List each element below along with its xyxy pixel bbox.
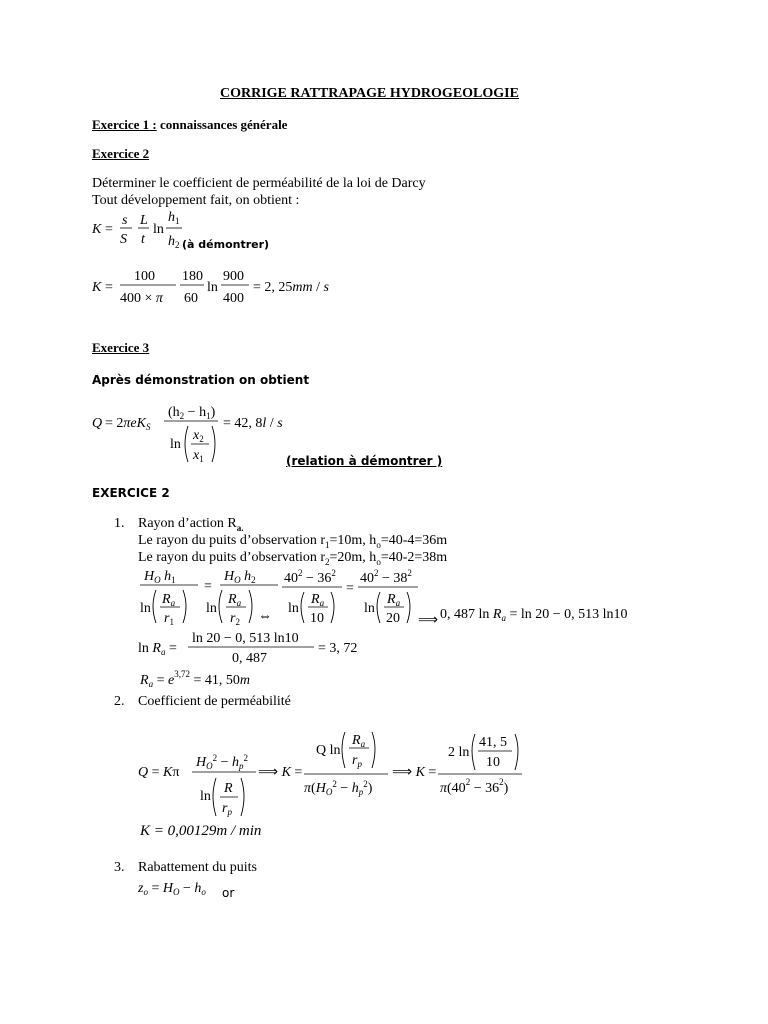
svg-text:100: 100 (134, 269, 155, 284)
exercise-b-heading: EXERCICE 2 (92, 486, 170, 500)
svg-text:Ra: $R_a$ (228, 592, 242, 608)
svg-text:HO2 − hp2: $H_O^2 - h_p^2$ (196, 753, 249, 771)
item-2-number: 2. (114, 694, 125, 709)
line1-mid: =10m, h (329, 533, 377, 548)
exercise-2-line2: Tout développement fait, on obtient : (92, 193, 300, 208)
svg-text:60: 60 (184, 291, 198, 306)
svg-text:ln 20 − 0, 513 ln10: ln 20 − 0, 513 ln10 (192, 631, 299, 646)
svg-text:=: = (105, 280, 113, 295)
item-1-number: 1. (114, 516, 125, 531)
svg-text:=: = (204, 579, 212, 594)
discharge-formula (92, 396, 302, 470)
permeability-equations (138, 726, 538, 822)
svg-text:(h2 − h1): $(h_2 - h_1)$ (168, 405, 216, 421)
svg-text:r1: $r_1$ (164, 611, 174, 627)
line2-post: =40-2=38m (380, 550, 448, 565)
svg-text:2 ln: 2 ln (448, 745, 470, 760)
svg-text:ln: ln (207, 280, 218, 295)
svg-text:400 × π: 400 × π (120, 291, 163, 306)
svg-text:Ra = e3,72 = 41, 50m: $R_a = e^{3,72} = 41$, 50m (140, 669, 250, 689)
svg-text:zo = HO − ho: $z_o = H_O - h_o$ (138, 881, 206, 897)
svg-text:rp: $r_p$ (222, 801, 232, 817)
svg-text:= 42, 8l / s: = 42, 8l / s (223, 416, 283, 431)
item-3-number: 3. (114, 860, 125, 875)
radius-action-equations (138, 566, 648, 694)
svg-text:=: = (346, 581, 354, 596)
svg-text:402 − 382: $40^2 - 38^2$ (360, 568, 412, 586)
svg-text:Ra: $R_a$ (311, 592, 325, 608)
line2-pre: Le rayon du puits d’observation r (138, 550, 326, 565)
svg-text:180: 180 (182, 269, 203, 284)
line1-post: =40-4=36m (380, 533, 448, 548)
exercise-2-note: (à démontrer) (182, 238, 270, 251)
svg-text:h2: $h_2$ (168, 234, 180, 250)
line1-sub2: o (376, 539, 381, 550)
line1-pre: Le rayon du puits d’observation r (138, 533, 326, 548)
exercise-1-text: connaissances générale (156, 117, 288, 132)
svg-text:K: K (92, 280, 102, 295)
item-2-result: K = 0,00129m / min (140, 823, 262, 839)
svg-text:Ra: $R_a$ (162, 592, 176, 608)
svg-text:0, 487 ln Ra = ln 20 − 0, 513: 0, 487 $\ln R_a = \ln 20 - 0$, 513 ln10 (440, 607, 628, 623)
darcy-formula (92, 207, 192, 253)
svg-text:Q ln: Q ln (316, 743, 341, 758)
svg-text:⟹: ⟹ (418, 613, 439, 628)
svg-text:Q = Kπ: Q = Kπ (138, 765, 180, 780)
page-title: CORRIGE RATTRAPAGE HYDROGEOLOGIE (220, 86, 519, 101)
svg-text:⟹ K =: ⟹ K = (258, 765, 303, 780)
svg-text:h1: $h_1$ (168, 210, 180, 226)
svg-text:0, 487: 0, 487 (232, 651, 267, 666)
svg-text:ln: ln (200, 789, 211, 804)
svg-text:S: S (120, 232, 127, 247)
svg-text:π(HO2 − hp2): $\pi(H_O^2 - h_p^2)$ (304, 779, 373, 797)
svg-text:= 2, 25mm / s: = 2, 25mm / s (253, 280, 329, 295)
item-3-title: Rabattement du puits (138, 860, 257, 875)
svg-text:t: t (141, 232, 145, 247)
svg-text:r2: $r_2$ (230, 611, 240, 627)
line2-sub2: o (376, 556, 381, 567)
item-2-title: Coefficient de perméabilité (138, 694, 291, 709)
line2-mid: =20m, h (329, 550, 377, 565)
exercise-1-heading (92, 117, 287, 133)
svg-text:R: R (224, 781, 233, 796)
svg-text:=: = (105, 222, 113, 237)
svg-text:ln: ln (140, 601, 151, 616)
svg-text:⟹ K =: ⟹ K = (392, 765, 437, 780)
svg-text:s: s (122, 213, 128, 228)
svg-text:HO h2: $H_O$ $h_2$ (224, 569, 256, 585)
svg-text:x1: $x_1$ (193, 448, 204, 464)
svg-text:10: 10 (310, 611, 324, 626)
svg-text:ln Ra =: $\ln R_a$ = (138, 641, 177, 657)
svg-text:ln: ln (206, 601, 217, 616)
exercise-3-intro: Après démonstration on obtient (92, 373, 310, 387)
svg-text:900: 900 (223, 269, 244, 284)
svg-text:ln: ln (153, 222, 164, 237)
exercise-1-label: Exercice 1 : (92, 117, 157, 132)
svg-text:π(402 − 362): $\pi(40^2 - 36^2)$ (440, 777, 509, 796)
svg-text:Ra: $R_a$ (387, 592, 401, 608)
darcy-numeric (92, 266, 332, 308)
svg-text:x2: $x_2$ (193, 428, 204, 444)
exercise-3-heading: Exercice 3 (92, 340, 150, 355)
svg-text:400: 400 (223, 291, 244, 306)
exercise-2-line1: Déterminer le coefficient de perméabilité de la loi de Darcy (92, 176, 426, 191)
svg-text:HO h1: $H_O$ $h_1$ (144, 569, 176, 585)
item-1-line2 (138, 550, 447, 567)
svg-text:20: 20 (386, 611, 400, 626)
svg-text:ln: ln (170, 437, 181, 452)
line2-sub: 2 (325, 556, 330, 567)
svg-text:ln: ln (364, 601, 375, 616)
svg-text:= 3, 72: = 3, 72 (318, 641, 358, 656)
svg-text:10: 10 (486, 755, 500, 770)
svg-text:Ra: $R_a$ (352, 733, 366, 749)
svg-text:K: K (92, 222, 102, 237)
drawdown-formula (138, 876, 228, 900)
svg-text:rp: $r_p$ (352, 753, 362, 769)
exercise-3-note: (relation à démontrer ) (286, 454, 443, 468)
item-1-title-sub: a. (236, 522, 244, 533)
exercise-2-heading: Exercice 2 (92, 146, 150, 161)
item-1-title (138, 516, 244, 533)
svg-text:402 − 362: $40^2 - 36^2$ (284, 568, 336, 586)
item-1-line1 (138, 533, 447, 550)
svg-text:= 2πeKS: = 2πeK$_S$ (105, 416, 151, 432)
item-3-or: or (222, 886, 235, 900)
svg-text:ln: ln (288, 601, 299, 616)
line1-sub: 1 (325, 539, 330, 550)
item-1-title-text: Rayon d’action R (138, 516, 237, 531)
svg-text:Q: Q (92, 416, 103, 431)
svg-text:41, 5: 41, 5 (479, 735, 507, 750)
svg-text:⇔: ⇔ (258, 609, 272, 624)
svg-text:L: L (140, 213, 148, 228)
